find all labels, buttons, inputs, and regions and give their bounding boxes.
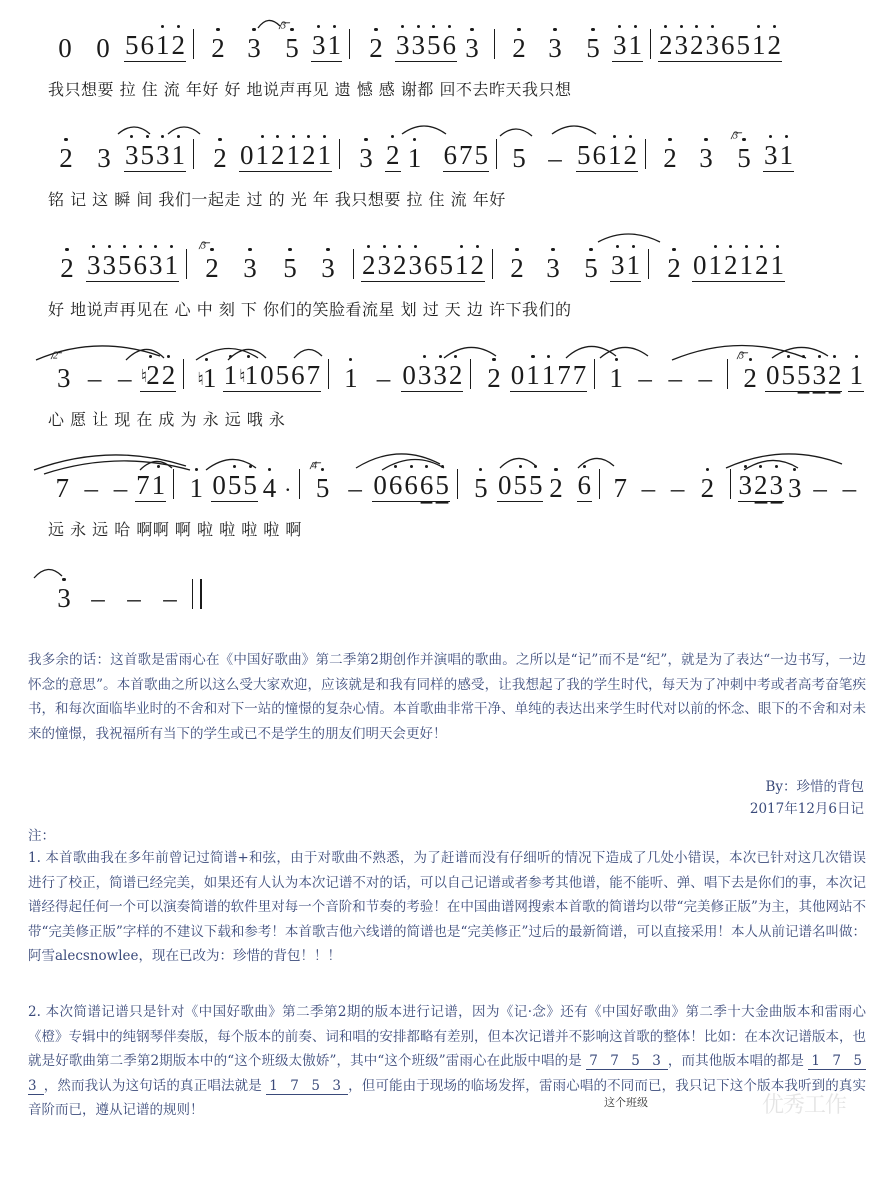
note-line-2: 2 3 3 5 3 1 2 0 1 2 1 2 1 3 2 1 6 7 5 5 – 5 6 1 2 2 3 3 5 3 1: [59, 128, 793, 173]
lyric-line-2: 铭 记 这 瞬 间 我们一起走 过 的 光 年 我只想要 拉 住 流 年好: [48, 190, 506, 209]
note-item-1: 1. 本首歌曲我在多年前曾记过简谱+和弦，由于对歌曲不熟悉，为了赶谱而没有仔细听的情况下造成了几处小错误，本次已针对这几次错误进行了校正，简谱已经完美，如果还有人认为本次记谱不对的话，可以自己记谱或者参考其他谱，能不能听、弹、唱下去是你们的事，本次记谱经得起任何一个可以演奏简谱的软件里对每一个音阶和节奏的考验！在中国曲谱网搜索本首歌的简谱均以带“完美修正版”为主，其他网站不带“完美修正版”字样的不建议下载和参考！本首歌吉他六线谱的简谱也是“完美修正”过后的最新简谱，可以直接采用！本人从前记谱名叫做：阿雪alecsnowlee，现在已改为：珍惜的背包！！！: [28, 850, 866, 964]
staff-row-3: [0, 220, 888, 330]
note-line-4: 2 3 – – ♮2 2 ♮1 1 ♮1 0 5 6 7 1 – 0 3 3 2 2 0 1 1 7 7 1 – – – 3 2 0 5 5 3 2 1: [53, 348, 863, 393]
staff-row-6: [0, 550, 888, 630]
lyric-line-1: 我只想要 拉 住 流 年好 好 地说声再见 遗 憾 感 谢都 回不去昨天我只想: [48, 80, 572, 99]
staff-row-4: [0, 330, 888, 440]
signature-author: By：珍惜的背包: [765, 779, 864, 795]
note-2-text-a: 2. 本次简谱记谱只是针对《中国好歌曲》第二季第2期的版本进行记谱，因为《记·念》还有《中国好歌曲》第二季十大金曲版本和雷雨心《橙》专辑中的纯钢琴伴奏版，每个版本的前奏、词和唱的安排都略有差别，但本次记谱并不影响这首歌的整体！比如：在本次记谱版本，也就是好歌曲第二季第2期版本中的“这个班级太傲娇”，其中“这个班级”雷雨心在此版中唱的是: [28, 1004, 866, 1069]
note-2-pitch-3: 1 7 5 3: [266, 1078, 348, 1095]
lyric-line-5: 远 永 远 哈 啊啊 啊 啦 啦 啦 啦 啊: [48, 520, 302, 539]
intro-paragraph: 我多余的话：这首歌是雷雨心在《中国好歌曲》第二季第2期创作并演唱的歌曲。之所以是“记”而不是“纪”，就是为了表达“一边书写，一边怀念的意思”。本首歌曲之所以这么受大家欢迎，应该就是和我有同样的感受，让我想起了我的学生时代，每天为了冲刺中考或者高考奋笔疾书，和每次面临毕业时的不舍和对下一站的憧憬的复杂心情。本首歌曲非常干净、单纯的表达出来学生时代对以前的怀念、眼下的不舍和对未来的憧憬，我祝福所有当下的学生或已不是学生的朋友们明天会更好！: [28, 652, 866, 742]
note-line-5: 7 – – 7 1 1 0 5 5 4 · 4 5 – 0 6 6 6 5 5 0 5 5 2 6 7 – – 2 3 2 3 3 – –: [55, 458, 857, 503]
staff-row-2: [0, 110, 888, 220]
note-item-2: [28, 1000, 866, 1123]
lyric-line-4: 心 愿 让 现 在 成 为 永 远 哦 永: [48, 410, 286, 429]
note-line-1: 0 0 5 6 1 2 2 3 3 5 3 1 2 3 3 5 6 3 2 3 5 3 1 2 3 2 3 6 5 1 2: [58, 18, 781, 63]
lyric-line-3: 好 地说声再见在 心 中 刻 下 你们的笑脸看流星 划 过 天 边 许下我们的: [48, 300, 572, 319]
note-2-pitch-1: 7 7 5 3: [586, 1053, 668, 1070]
note-2-text-b: ，而其他版本唱的都是: [667, 1053, 809, 1069]
note-2-text-c: ，然而我认为这句话的真正唱法就是: [43, 1077, 267, 1094]
staff-row-1: [0, 0, 888, 110]
note-line-3: 2 3 3 5 6 3 1 3 2 3 5 3 2 3 2 3 6 5 1 2 2 3 5 3 1 2 0 1 2 1 2 1: [60, 238, 784, 283]
watermark: 优秀工作: [761, 1092, 846, 1118]
staff-row-5: [0, 440, 888, 550]
note-2-pitch-2: 1 7 5 3: [28, 1053, 866, 1094]
note-line-6: 3 – – –: [48, 566, 864, 612]
note-2-text-d: ，但可能由于现场的临场发挥，雷雨心唱的不同而已，我只记下这个版本我听到的真实音阶而已，遵从记谱的规则！: [28, 1077, 867, 1118]
notes-heading: 注：: [28, 828, 55, 844]
note-2-side-label: 这个班级: [604, 1097, 648, 1109]
signature-date: 2017年12月6日记: [749, 801, 864, 817]
